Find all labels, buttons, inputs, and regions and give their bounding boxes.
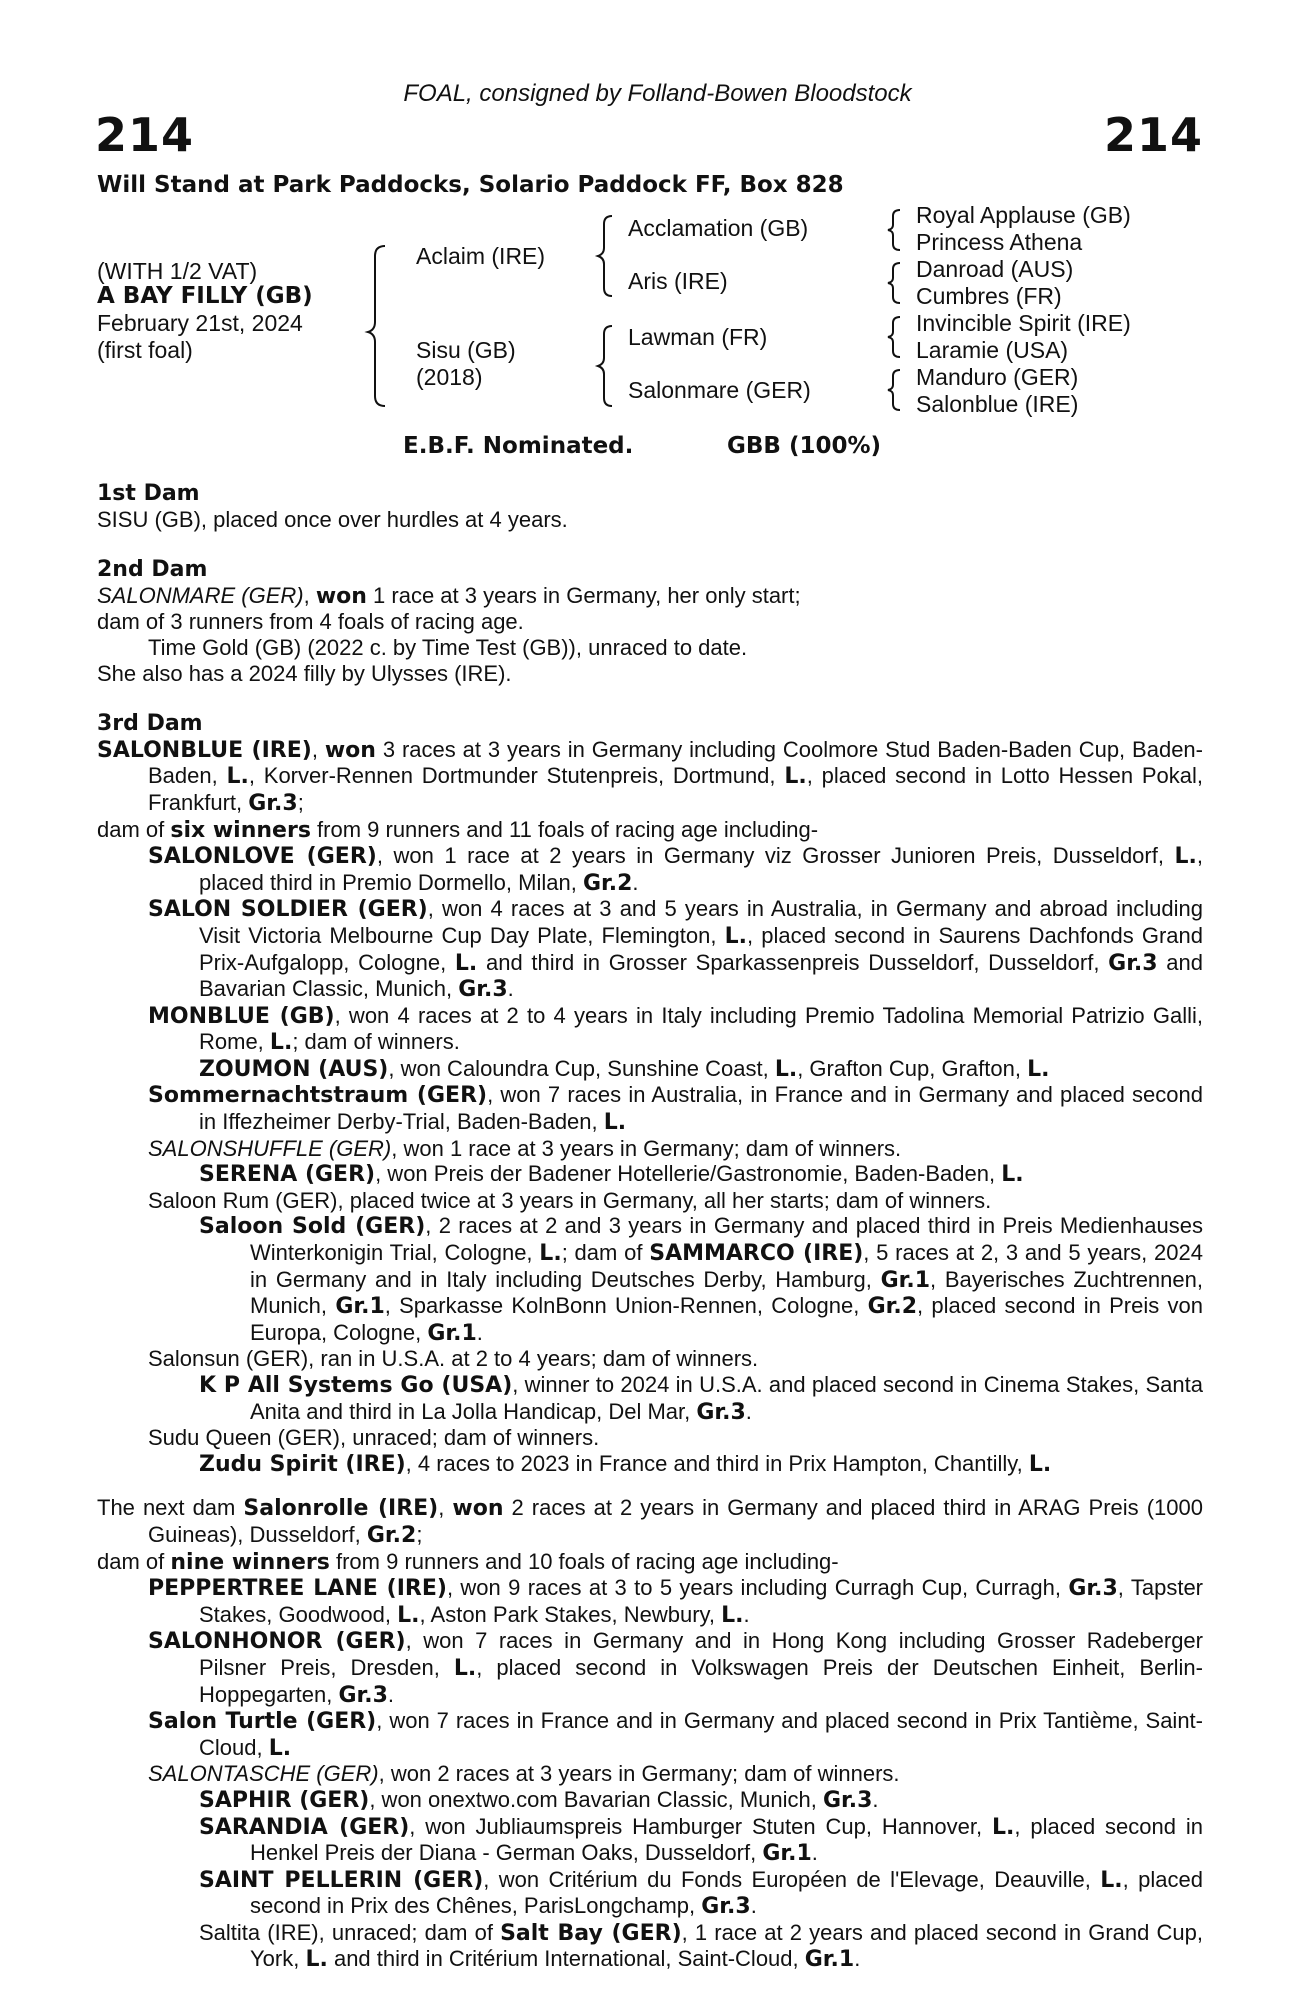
brace-g3-3 [888, 317, 900, 357]
brace-sire [598, 216, 612, 296]
entry-saloon-sold: Saloon Sold (GER), 2 races at 2 and 3 years in Germany and placed third in Preis Medienhauses Winterkonigin Trial, Cologne, L.; dam of SAMMARCO (IRE), 5 races at 2, 3 and 5 years, 2024 in Germany and in Italy including Deutsches Derby, Hamburg, Gr.1, Bayerisches Zuchtrennen, Munich, Gr.1, Sparkasse KolnBonn Union-Rennen, Cologne, Gr.2, placed second in Preis von Europa, Cologne, Gr.1. [199, 1213, 1203, 1346]
pedigree-g3-3: Danroad (AUS) [916, 256, 1074, 282]
gbb-status: GBB (100%) [727, 433, 882, 459]
entry-zoumon: ZOUMON (AUS), won Caloundra Cup, Sunshine Coast, L., Grafton Cup, Grafton, L. [199, 1055, 1050, 1082]
entry-saloon-rum: Saloon Rum (GER), placed twice at 3 years in Germany, all her starts; dam of winners. [148, 1187, 992, 1213]
entry-sudu-queen: Sudu Queen (GER), unraced; dam of winners. [148, 1425, 600, 1451]
brace-g3-4 [888, 370, 900, 410]
entry-salonshuffle: SALONSHUFFLE (GER), won 1 race at 3 years in Germany; dam of winners. [148, 1135, 902, 1161]
third-dam-produce: dam of six winners from 9 runners and 11 foals of racing age including- [97, 816, 819, 843]
entry-salontasche: SALONTASCHE (GER), won 2 races at 3 years in Germany; dam of winners. [148, 1761, 900, 1787]
stand-location: Will Stand at Park Paddocks, Solario Paddock FF, Box 828 [97, 172, 844, 198]
second-dam-line-4: She also has a 2024 filly by Ulysses (IRE). [97, 660, 512, 686]
pedigree-sire: Aclaim (IRE) [416, 243, 546, 269]
brace-g3-2 [888, 263, 900, 303]
entry-peppertree-lane: PEPPERTREE LANE (IRE), won 9 races at 3 to 5 years including Curragh Cup, Curragh, Gr.3, Tapster Stakes, Goodwood, L., Aston Park Stakes, Newbury, L.. [148, 1575, 1204, 1628]
pedigree-g3-7: Manduro (GER) [916, 364, 1079, 390]
pedigree-sire-sire: Acclamation (GB) [628, 215, 809, 241]
pedigree-g3-4: Cumbres (FR) [916, 283, 1062, 309]
lot-number-left: 214 [95, 108, 195, 162]
ebf-nominated: E.B.F. Nominated. [403, 433, 634, 459]
vat-note: (WITH 1/2 VAT) [97, 258, 258, 284]
entry-saltita: Saltita (IRE), unraced; dam of Salt Bay (GER), 1 race at 2 years and placed second in Grand Cup, York, L. and third in Critérium International, Saint-Cloud, Gr.1. [199, 1919, 1203, 1973]
first-dam-text: SISU (GB), placed once over hurdles at 4 years. [97, 506, 568, 532]
entry-kp-all-systems-go: K P All Systems Go (USA), winner to 2024 in U.S.A. and placed second in Cinema Stakes, Santa Anita and third in La Jolla Handicap, Del Mar, Gr.3. [199, 1372, 1203, 1425]
horse-name: A BAY FILLY (GB) [97, 283, 313, 309]
pedigree-g3-5: Invincible Spirit (IRE) [916, 310, 1131, 336]
third-dam-para: SALONBLUE (IRE), won 3 races at 3 years in Germany including Coolmore Stud Baden-Baden Cup, Baden-Baden, L., Korver-Rennen Dortmunder Stutenpreis, Dortmund, L., placed second in Lotto Hessen Pokal, Frankfurt, Gr.3; [97, 736, 1203, 816]
next-dam-produce: dam of nine winners from 9 runners and 10 foals of racing age including- [97, 1548, 839, 1575]
entry-saint-pellerin: SAINT PELLERIN (GER), won Critérium du Fonds Européen de l'Elevage, Deauville, L., placed second in Prix des Chênes, ParisLongchamp, Gr.3. [199, 1866, 1204, 1920]
entry-salonsun: Salonsun (GER), ran in U.S.A. at 2 to 4 years; dam of winners. [148, 1346, 759, 1372]
brace-dam [598, 326, 612, 406]
entry-salonhonor: SALONHONOR (GER), won 7 races in Germany and in Hong Kong including Grosser Radeberger Pilsner Preis, Dresden, L., placed second in Volkswagen Preis der Deutschen Einheit, Berlin-Hoppegarten, Gr.3. [148, 1628, 1203, 1708]
entry-salon-turtle: Salon Turtle (GER), won 7 races in France and in Germany and placed second in Prix Tantième, Saint-Cloud, L. [148, 1708, 1203, 1761]
lot-number-right: 214 [1103, 108, 1203, 162]
pedigree-dam: Sisu (GB) [416, 337, 516, 363]
entry-salonlove: SALONLOVE (GER), won 1 race at 2 years in Germany viz Grosser Junioren Preis, Dusseldorf, L., placed third in Premio Dormello, Milan, Gr.2. [148, 843, 1203, 896]
pedigree-g3-6: Laramie (USA) [916, 337, 1069, 363]
next-dam-para: The next dam Salonrolle (IRE), won 2 races at 2 years in Germany and placed third in ARAG Preis (1000 Guineas), Dusseldorf, Gr.2; [97, 1495, 1203, 1548]
pedigree-g3-1: Royal Applause (GB) [916, 202, 1131, 228]
consignment-line: FOAL, consigned by Folland-Bowen Bloodstock [403, 80, 912, 107]
first-dam-heading: 1st Dam [97, 481, 200, 506]
second-dam-line-2: dam of 3 runners from 4 foals of racing age. [97, 609, 524, 635]
third-dam-heading: 3rd Dam [97, 711, 203, 737]
pedigree-dam-dam: Salonmare (GER) [628, 377, 811, 403]
entry-sommernachtstraum: Sommernachtstraum (GER), won 7 races in Australia, in France and in Germany and placed second in Iffezheimer Derby-Trial, Baden-Baden, L. [148, 1082, 1203, 1136]
second-dam-line-3: Time Gold (GB) (2022 c. by Time Test (GB)), unraced to date. [148, 634, 748, 660]
entry-zudu-spirit: Zudu Spirit (IRE), 4 races to 2023 in France and third in Prix Hampton, Chantilly, L. [199, 1450, 1052, 1477]
catalogue-body [97, 481, 1203, 1973]
pedigree-dam-sire: Lawman (FR) [628, 324, 768, 350]
brace-g3-1 [888, 210, 900, 250]
pedigree-sire-dam: Aris (IRE) [628, 268, 728, 294]
first-foal-note: (first foal) [97, 337, 193, 363]
pedigree-g3-2: Princess Athena [916, 229, 1083, 255]
pedigree-g3-8: Salonblue (IRE) [916, 391, 1079, 417]
brace-main [368, 246, 385, 406]
entry-serena: SERENA (GER), won Preis der Badener Hotellerie/Gastronomie, Baden-Baden, L. [199, 1161, 1024, 1188]
entry-salon-soldier: SALON SOLDIER (GER), won 4 races at 3 and 5 years in Australia, in Germany and abroad including Visit Victoria Melbourne Cup Day Plate, Flemington, L., placed second in Saurens Dachfonds Grand Prix-Aufgalopp, Cologne, L. and third in Grosser Sparkassenpreis Dusseldorf, Dusseldorf, Gr.3 and Bavarian Classic, Munich, Gr.3. [148, 896, 1204, 1003]
entry-sarandia: SARANDIA (GER), won Jubliaumspreis Hamburger Stuten Cup, Hannover, L., placed second in Henkel Preis der Diana - German Oaks, Dusseldorf, Gr.1. [199, 1813, 1203, 1867]
second-dam-line-1: SALONMARE (GER), won 1 race at 3 years in Germany, her only start; [97, 582, 801, 609]
foaling-date: February 21st, 2024 [97, 310, 303, 336]
pedigree-dam-year: (2018) [416, 364, 483, 390]
second-dam-heading: 2nd Dam [97, 557, 208, 583]
entry-monblue: MONBLUE (GB), won 4 races at 2 to 4 years in Italy including Premio Tadolina Memorial Patrizio Galli, Rome, L.; dam of winners. [148, 1002, 1203, 1056]
entry-saphir: SAPHIR (GER), won onextwo.com Bavarian Classic, Munich, Gr.3. [199, 1786, 879, 1813]
